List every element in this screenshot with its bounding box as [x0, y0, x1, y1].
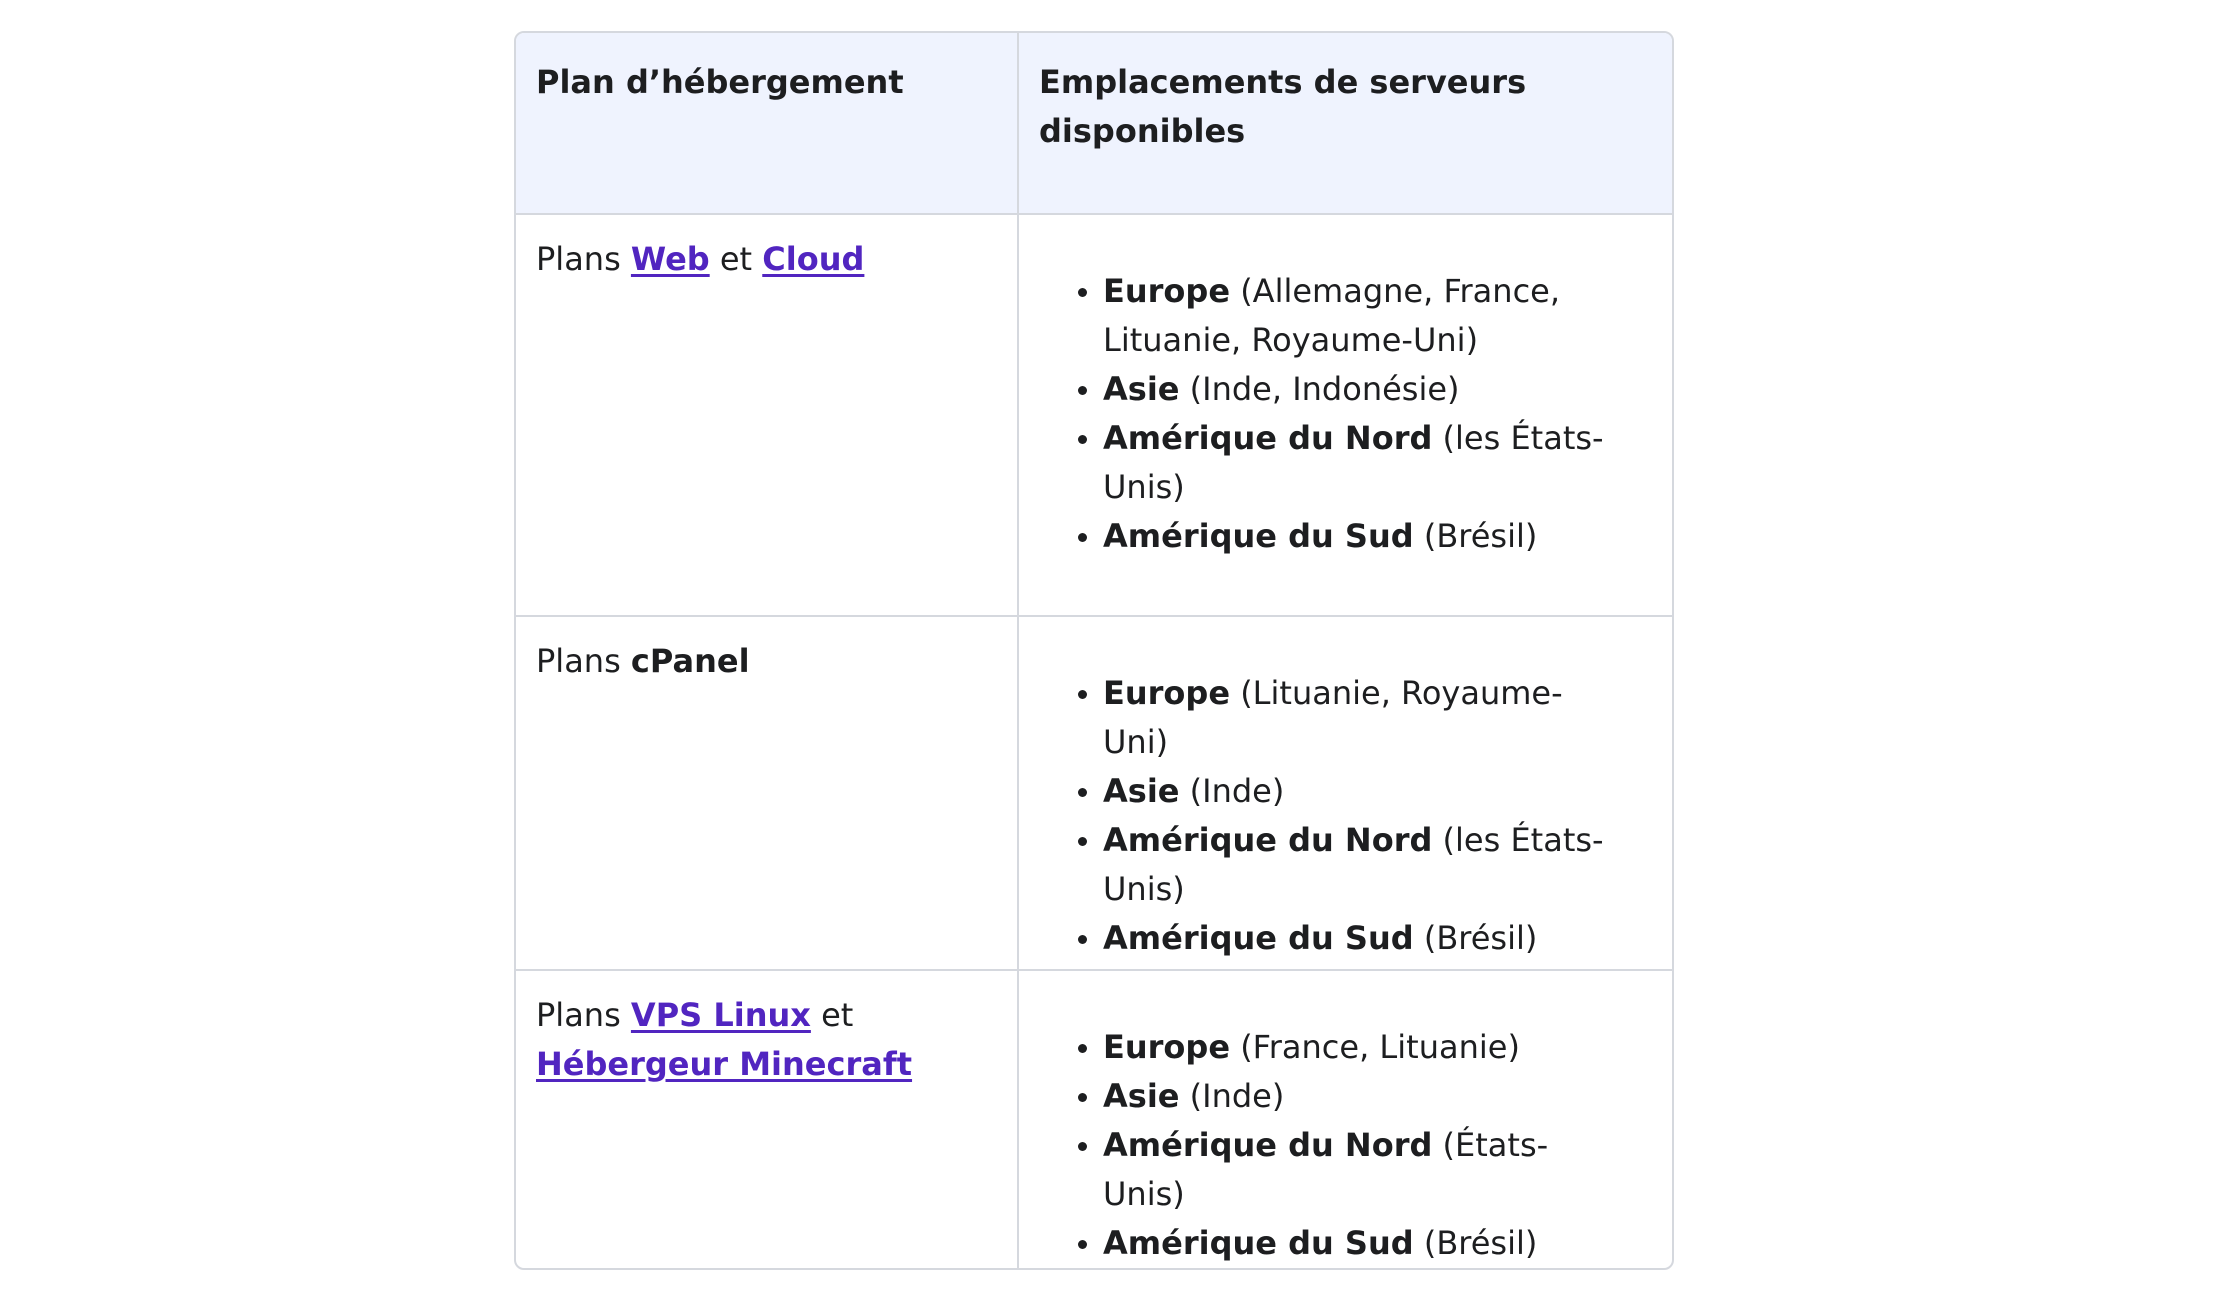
region-name: Amérique du Sud [1103, 1224, 1414, 1262]
list-item [1103, 267, 1616, 365]
region-name: Amérique du Nord [1103, 1126, 1433, 1164]
region-detail: (Lituanie, Royaume-Uni) [1103, 674, 1563, 761]
region-name: Amérique du Nord [1103, 821, 1433, 859]
list-item [1103, 669, 1616, 767]
plan-joiner: et [810, 996, 854, 1034]
region-name: Europe [1103, 1028, 1231, 1066]
list-item [1103, 414, 1616, 512]
region-detail: (les États-Unis) [1103, 821, 1604, 908]
header-locations: Emplacements de serveurs disponibles [1018, 33, 1672, 214]
region-name: Europe [1103, 674, 1231, 712]
plan-cell [516, 970, 1018, 1268]
region-detail: (Inde, Indonésie) [1179, 370, 1460, 408]
server-locations-table [514, 31, 1674, 1270]
plan-prefix: Plans [536, 240, 631, 278]
region-name: Amérique du Nord [1103, 419, 1433, 457]
minecraft-hosting-link[interactable]: Hébergeur Minecraft [536, 1045, 913, 1083]
list-item [1103, 914, 1616, 963]
plan-prefix: Plans [536, 996, 631, 1034]
list-item [1103, 365, 1616, 414]
locations-cell [1018, 970, 1672, 1268]
region-name: Amérique du Sud [1103, 517, 1414, 555]
region-detail: (Brésil) [1413, 517, 1538, 555]
region-detail: (Allemagne, France, Lituanie, Royaume-Uni) [1103, 272, 1561, 359]
region-detail: (États-Unis) [1103, 1126, 1549, 1213]
region-detail: (Brésil) [1413, 1224, 1538, 1262]
table [516, 33, 1672, 1268]
list-item [1103, 1219, 1616, 1268]
region-detail: (les États-Unis) [1103, 419, 1604, 506]
plan-joiner: et [709, 240, 763, 278]
table-row [516, 970, 1672, 1268]
plan-cell [516, 616, 1018, 970]
locations-cell [1018, 616, 1672, 970]
list-item [1103, 1121, 1616, 1219]
list-item [1103, 816, 1616, 914]
cloud-link[interactable]: Cloud [762, 240, 865, 278]
region-name: Asie [1103, 772, 1180, 810]
region-detail: (France, Lituanie) [1230, 1028, 1520, 1066]
region-name: Europe [1103, 272, 1231, 310]
list-item [1103, 1023, 1616, 1072]
locations-list [1039, 1023, 1652, 1268]
region-name: Asie [1103, 1077, 1180, 1115]
header-plan: Plan d’hébergement [516, 33, 1018, 214]
table-row [516, 214, 1672, 616]
locations-list [1039, 669, 1652, 963]
plan-cell [516, 214, 1018, 616]
locations-cell [1018, 214, 1672, 616]
list-item [1103, 512, 1616, 561]
table-row [516, 616, 1672, 970]
table-header-row [516, 33, 1672, 214]
list-item [1103, 1072, 1616, 1121]
vps-linux-link[interactable]: VPS Linux [630, 996, 811, 1034]
plan-prefix: Plans [536, 642, 631, 680]
region-detail: (Brésil) [1413, 919, 1538, 957]
region-name: Asie [1103, 370, 1180, 408]
locations-list [1039, 267, 1652, 561]
region-name: Amérique du Sud [1103, 919, 1414, 957]
web-link[interactable]: Web [630, 240, 710, 278]
plan-name: cPanel [630, 642, 750, 680]
region-detail: (Inde) [1179, 1077, 1285, 1115]
region-detail: (Inde) [1179, 772, 1285, 810]
list-item [1103, 767, 1616, 816]
